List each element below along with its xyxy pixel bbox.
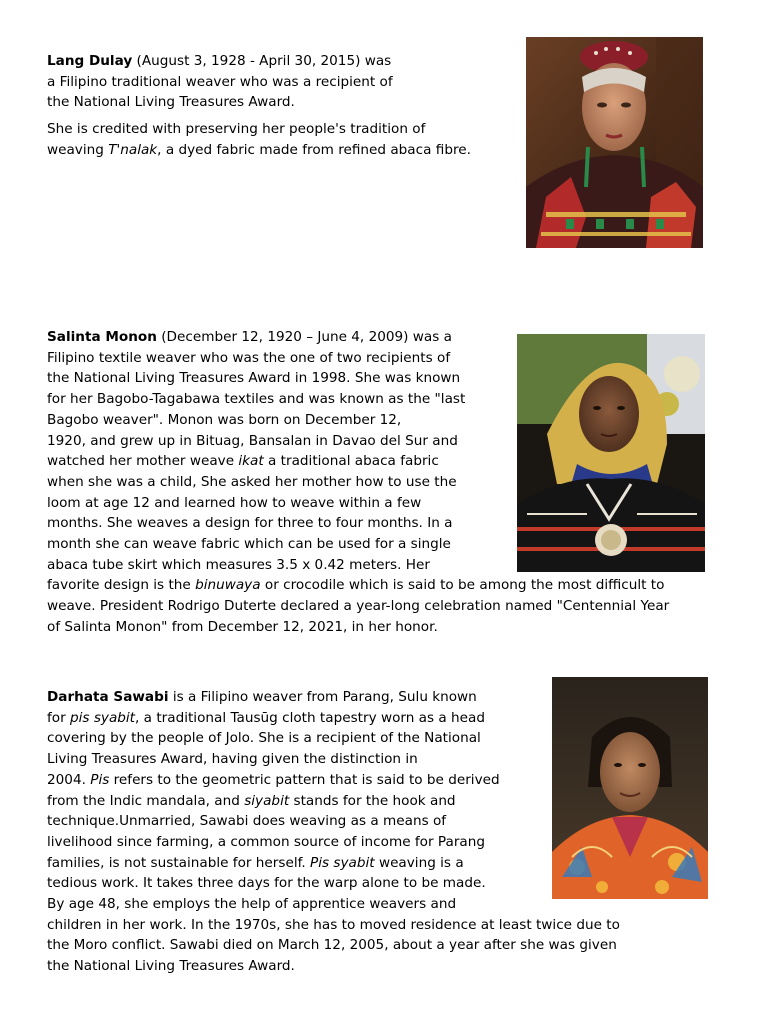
section-salinta-monon: Salinta Monon (December 12, 1920 – June 4, 2009) was a Filipino textile weaver who was the one of two recipients of the National Living Treasures Award in 1998. She was known for her Bagobo-Tagabawa textiles and was known as the "last Bagobo weaver". Monon was born on December 12, 1920, and grew up in Bituag, Bansalan in Davao del Sur and watched her mother weave ikat a traditional abaca fabric when she was a child, She asked her mother how to use the loom at age 12 and learned how to weave within a few months. She weaves a design for three to four months. In a month she can weave fabric which can be used for a single abaca tube skirt which measures 3.5 x 0.42 meters. Her favorite design is the binuwaya or crocodile which is said to be among the most difficult to weave. President Rodrigo Duterte declared a year-long celebration named "Centennial Year of Salinta Monon" from December 12, 2021, in her honor. — [47, 329, 670, 635]
name-darhata-sawabi: Darhata Sawabi — [47, 689, 169, 705]
name-lang-dulay: Lang Dulay — [47, 53, 133, 69]
portrait-darhata-sawabi — [552, 677, 708, 899]
name-salinta-monon: Salinta Monon — [47, 329, 157, 345]
portrait-salinta-monon — [517, 334, 705, 572]
section-lang-dulay: Lang Dulay (August 3, 1928 - April 30, 2015) was a Filipino traditional weaver who was a recipient of the National Living Treasures Award. She is credited with preserving her people's tradition of weaving T'nalak, a dyed fabric made from refined abaca fibre. — [47, 53, 471, 158]
portrait-lang-dulay — [526, 37, 703, 248]
section-darhata-sawabi: Darhata Sawabi is a Filipino weaver from Parang, Sulu known for pis syabit, a traditional Tausūg cloth tapestry worn as a head covering by the people of Jolo. She is a recipient of the National Living Treasures Award, having given the distinction in 2004. Pis refers to the geometric pattern that is said to be derived from the Indic mandala, and siyabit stands for the hook and technique.Unmarried, Sawabi does weaving as a means of livelihood since farming, a common source of income for Parang families, is not sustainable for herself. Pis syabit weaving is a tedious work. It takes three days for the warp alone to be made. By age 48, she employs the help of apprentice weavers and children in her work. In the 1970s, she has to moved residence at least twice due to the Moro conflict. Sawabi died on March 12, 2005, about a year after she was given the National Living Treasures Award. — [47, 689, 620, 975]
